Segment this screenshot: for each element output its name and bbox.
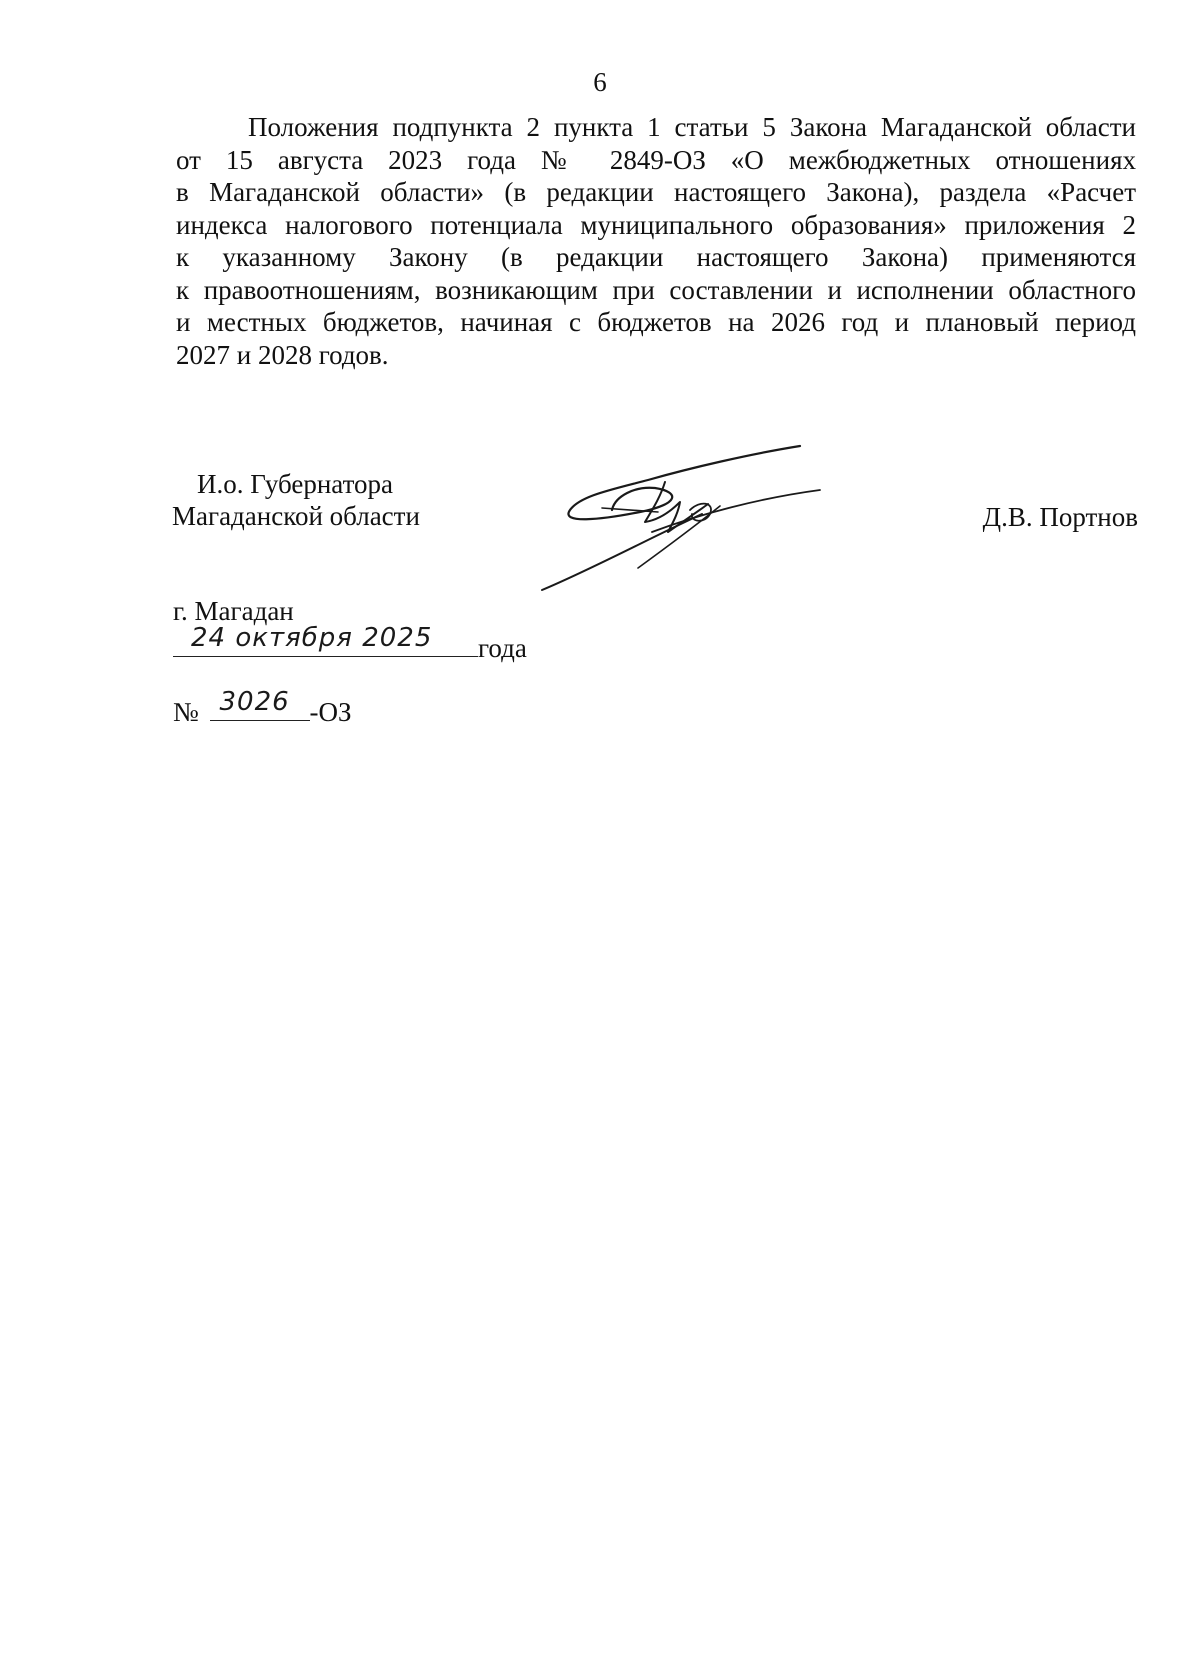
date-suffix: года: [478, 633, 527, 663]
handwritten-date: 24 октября 2025: [191, 623, 433, 653]
number-suffix: -ОЗ: [309, 697, 352, 727]
page-number: 6: [593, 67, 607, 97]
handwritten-signature: [530, 440, 860, 610]
body-line-2: от 15 августа 2023 года № 2849-ОЗ «О межбюджетных отношениях: [176, 144, 1136, 175]
signer-name: Д.В. Портнов: [982, 502, 1138, 532]
signing-date: [173, 623, 527, 664]
signer-title-line-1: И.о. Губернатора: [197, 469, 394, 499]
signing-place: г. Магадан: [173, 596, 294, 626]
body-line-5: к указанному Закону (в редакции настоящего Закона) применяются: [176, 242, 1136, 272]
handwritten-number: 3026: [219, 687, 290, 717]
body-line-3: в Магаданской области» (в редакции настоящего Закона), раздела «Расчет: [176, 177, 1136, 207]
number-underline: [210, 687, 310, 721]
date-underline: [173, 623, 478, 657]
number-sign: №: [173, 697, 199, 727]
body-paragraph: [176, 111, 1136, 371]
body-line-7: и местных бюджетов, начиная с бюджетов на 2026 год и плановый период: [176, 307, 1136, 337]
body-line-6: к правоотношениям, возникающим при составлении и исполнении областного: [176, 274, 1136, 305]
law-number: [173, 687, 352, 728]
body-line-4: индекса налогового потенциала муниципального образования» приложения 2: [176, 209, 1136, 240]
signer-title-line-2: Магаданской области: [172, 501, 420, 531]
body-line-8: 2027 и 2028 годов.: [176, 339, 389, 370]
body-line-1: Положения подпункта 2 пункта 1 статьи 5 Закона Магаданской области: [248, 112, 1136, 142]
